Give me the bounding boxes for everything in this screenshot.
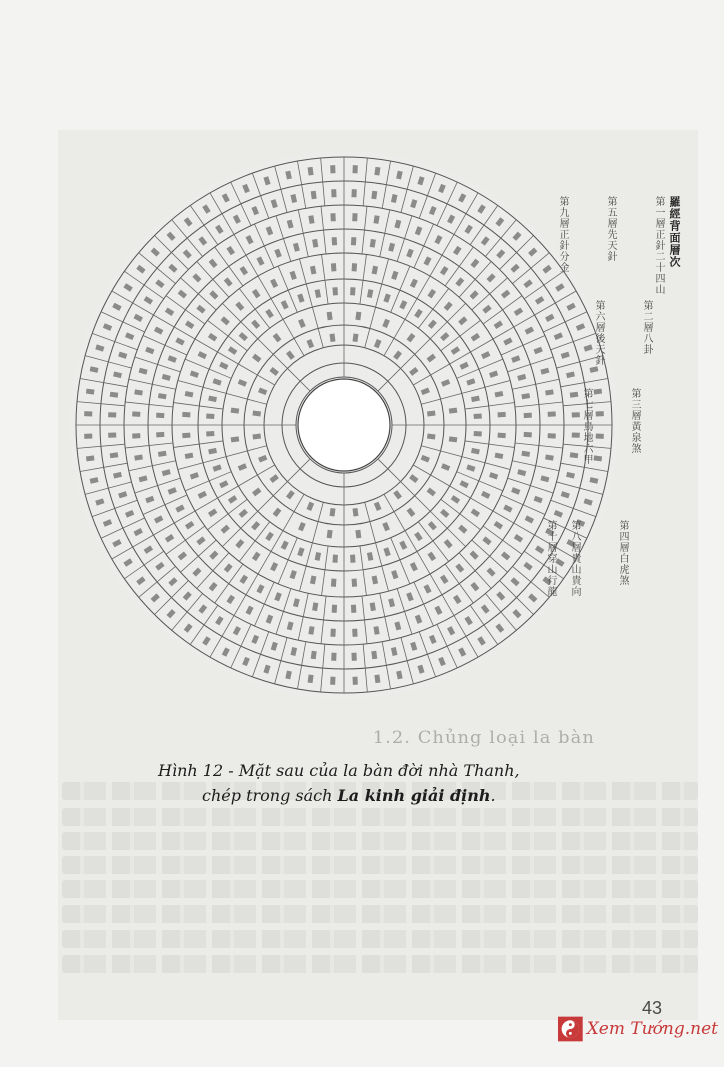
page-number: 43 xyxy=(642,998,663,1018)
compass-glyph xyxy=(474,431,482,437)
watermark xyxy=(558,1012,718,1046)
compass-glyph xyxy=(132,433,140,438)
compass-glyph xyxy=(330,333,336,342)
compass-glyph xyxy=(330,508,336,517)
legend-entry: 第七層鳥地六甲 xyxy=(581,388,592,465)
bleed-through-heading: 1.2. Chủng loại la bàn xyxy=(372,728,595,748)
compass-glyph xyxy=(594,455,603,461)
bleed-through-line xyxy=(62,832,698,850)
compass-glyph xyxy=(86,389,95,395)
compass-glyph xyxy=(596,433,604,438)
compass-glyph xyxy=(374,675,380,684)
compass-glyph xyxy=(351,653,356,661)
compass-glyph xyxy=(108,412,116,417)
compass-glyph xyxy=(352,579,358,587)
figure-caption xyxy=(158,758,618,808)
legend-entry: 第四層白虎煞 xyxy=(617,520,628,586)
caption-line-1: Hình 12 - Mặt sau của la bàn đời nhà Thanh, xyxy=(158,761,520,780)
compass-glyph xyxy=(572,412,580,417)
compass-glyph xyxy=(498,433,506,439)
compass-glyph xyxy=(311,191,317,200)
compass-center xyxy=(298,379,390,471)
compass-glyph xyxy=(352,165,357,173)
yin-yang-icon xyxy=(558,1012,583,1046)
compass-glyph xyxy=(352,263,358,271)
compass-glyph xyxy=(524,413,532,418)
compass-glyph xyxy=(206,413,214,419)
legend-entry: 第二層八卦 xyxy=(641,300,652,355)
compass-glyph xyxy=(110,392,119,398)
compass-glyph xyxy=(331,653,336,661)
legend-entry: 第九層正針分金 xyxy=(557,196,568,273)
compass-glyph xyxy=(327,312,333,321)
compass-glyph xyxy=(572,432,580,437)
compass-glyph xyxy=(352,213,357,221)
compass-glyph xyxy=(327,530,333,539)
compass-glyph xyxy=(352,333,358,342)
compass-glyph xyxy=(351,189,356,197)
compass-glyph xyxy=(332,237,337,245)
compass-glyph xyxy=(110,452,119,458)
compass-glyph xyxy=(352,677,357,685)
bleed-through-line xyxy=(62,856,698,874)
compass-figure xyxy=(60,140,620,710)
compass-glyph xyxy=(427,433,436,439)
compass-glyph xyxy=(332,605,337,613)
compass-glyph xyxy=(548,433,556,438)
legend-entry: 第十層穿山行龍 xyxy=(545,520,556,597)
compass-glyph xyxy=(351,605,356,613)
bleed-through-line xyxy=(62,930,698,948)
compass-glyph xyxy=(231,436,240,442)
compass-glyph xyxy=(330,629,335,637)
compass-glyph xyxy=(332,287,338,295)
legend-entry: 第六層後天針 xyxy=(593,300,604,366)
legend-entry: 第三層黃泉煞 xyxy=(629,388,640,454)
compass-glyph xyxy=(156,413,164,418)
bleed-through-line xyxy=(62,880,698,898)
watermark-text: Xem Tướng.net xyxy=(586,1019,718,1039)
compass-glyph xyxy=(350,555,356,563)
compass-glyph xyxy=(474,413,482,419)
compass-glyph xyxy=(330,677,335,685)
compass-glyph xyxy=(308,167,314,176)
bleed-through-line xyxy=(62,808,698,826)
compass-glyph xyxy=(182,433,190,439)
compass-glyph xyxy=(332,555,338,563)
bleed-through-line xyxy=(62,955,698,973)
compass-glyph xyxy=(132,411,140,416)
legend-entry: 第五層先天針 xyxy=(605,196,616,262)
compass-glyph xyxy=(427,411,436,417)
compass-glyph xyxy=(182,412,190,418)
compass-glyph xyxy=(570,392,579,398)
compass-glyph xyxy=(308,675,314,684)
compass-glyph xyxy=(311,651,317,660)
compass-glyph xyxy=(231,408,240,414)
compass-glyph xyxy=(596,411,604,416)
compass-glyph xyxy=(252,433,261,439)
compass-glyph xyxy=(156,432,164,437)
compass-glyph xyxy=(355,312,361,321)
compass-glyph xyxy=(350,287,356,295)
compass-glyph xyxy=(351,237,356,245)
legend-entry: 第八層貴山貴向 xyxy=(569,520,580,597)
bleed-through-line xyxy=(62,905,698,923)
caption-line-2: chép trong sách La kinh giải định. xyxy=(202,786,496,805)
compass-glyph xyxy=(330,213,335,221)
compass-glyph xyxy=(206,431,214,437)
compass-glyph xyxy=(371,651,377,660)
compass-glyph xyxy=(84,433,92,438)
compass-glyph xyxy=(84,411,92,416)
compass-glyph xyxy=(594,389,603,395)
compass-glyph xyxy=(374,167,380,176)
compass-glyph xyxy=(570,452,579,458)
compass-glyph xyxy=(108,432,116,437)
compass-glyph xyxy=(86,455,95,461)
compass-glyph xyxy=(371,191,377,200)
compass-glyph xyxy=(331,579,337,587)
compass-glyph xyxy=(548,411,556,416)
compass-glyph xyxy=(330,165,335,173)
legend-entry: 第一層正針二十四山 xyxy=(653,196,664,295)
compass-glyph xyxy=(352,629,357,637)
compass-glyph xyxy=(252,411,261,417)
compass-glyph xyxy=(331,189,336,197)
book-title: La kinh giải định xyxy=(337,786,491,805)
compass-glyph xyxy=(331,263,337,271)
compass-glyph xyxy=(352,508,358,517)
legend-title: 羅經背面層次 xyxy=(668,196,681,268)
compass-glyph xyxy=(498,412,506,418)
compass-glyph xyxy=(449,408,458,414)
compass-glyph xyxy=(355,530,361,539)
compass-glyph xyxy=(524,432,532,437)
compass-glyph xyxy=(449,436,458,442)
